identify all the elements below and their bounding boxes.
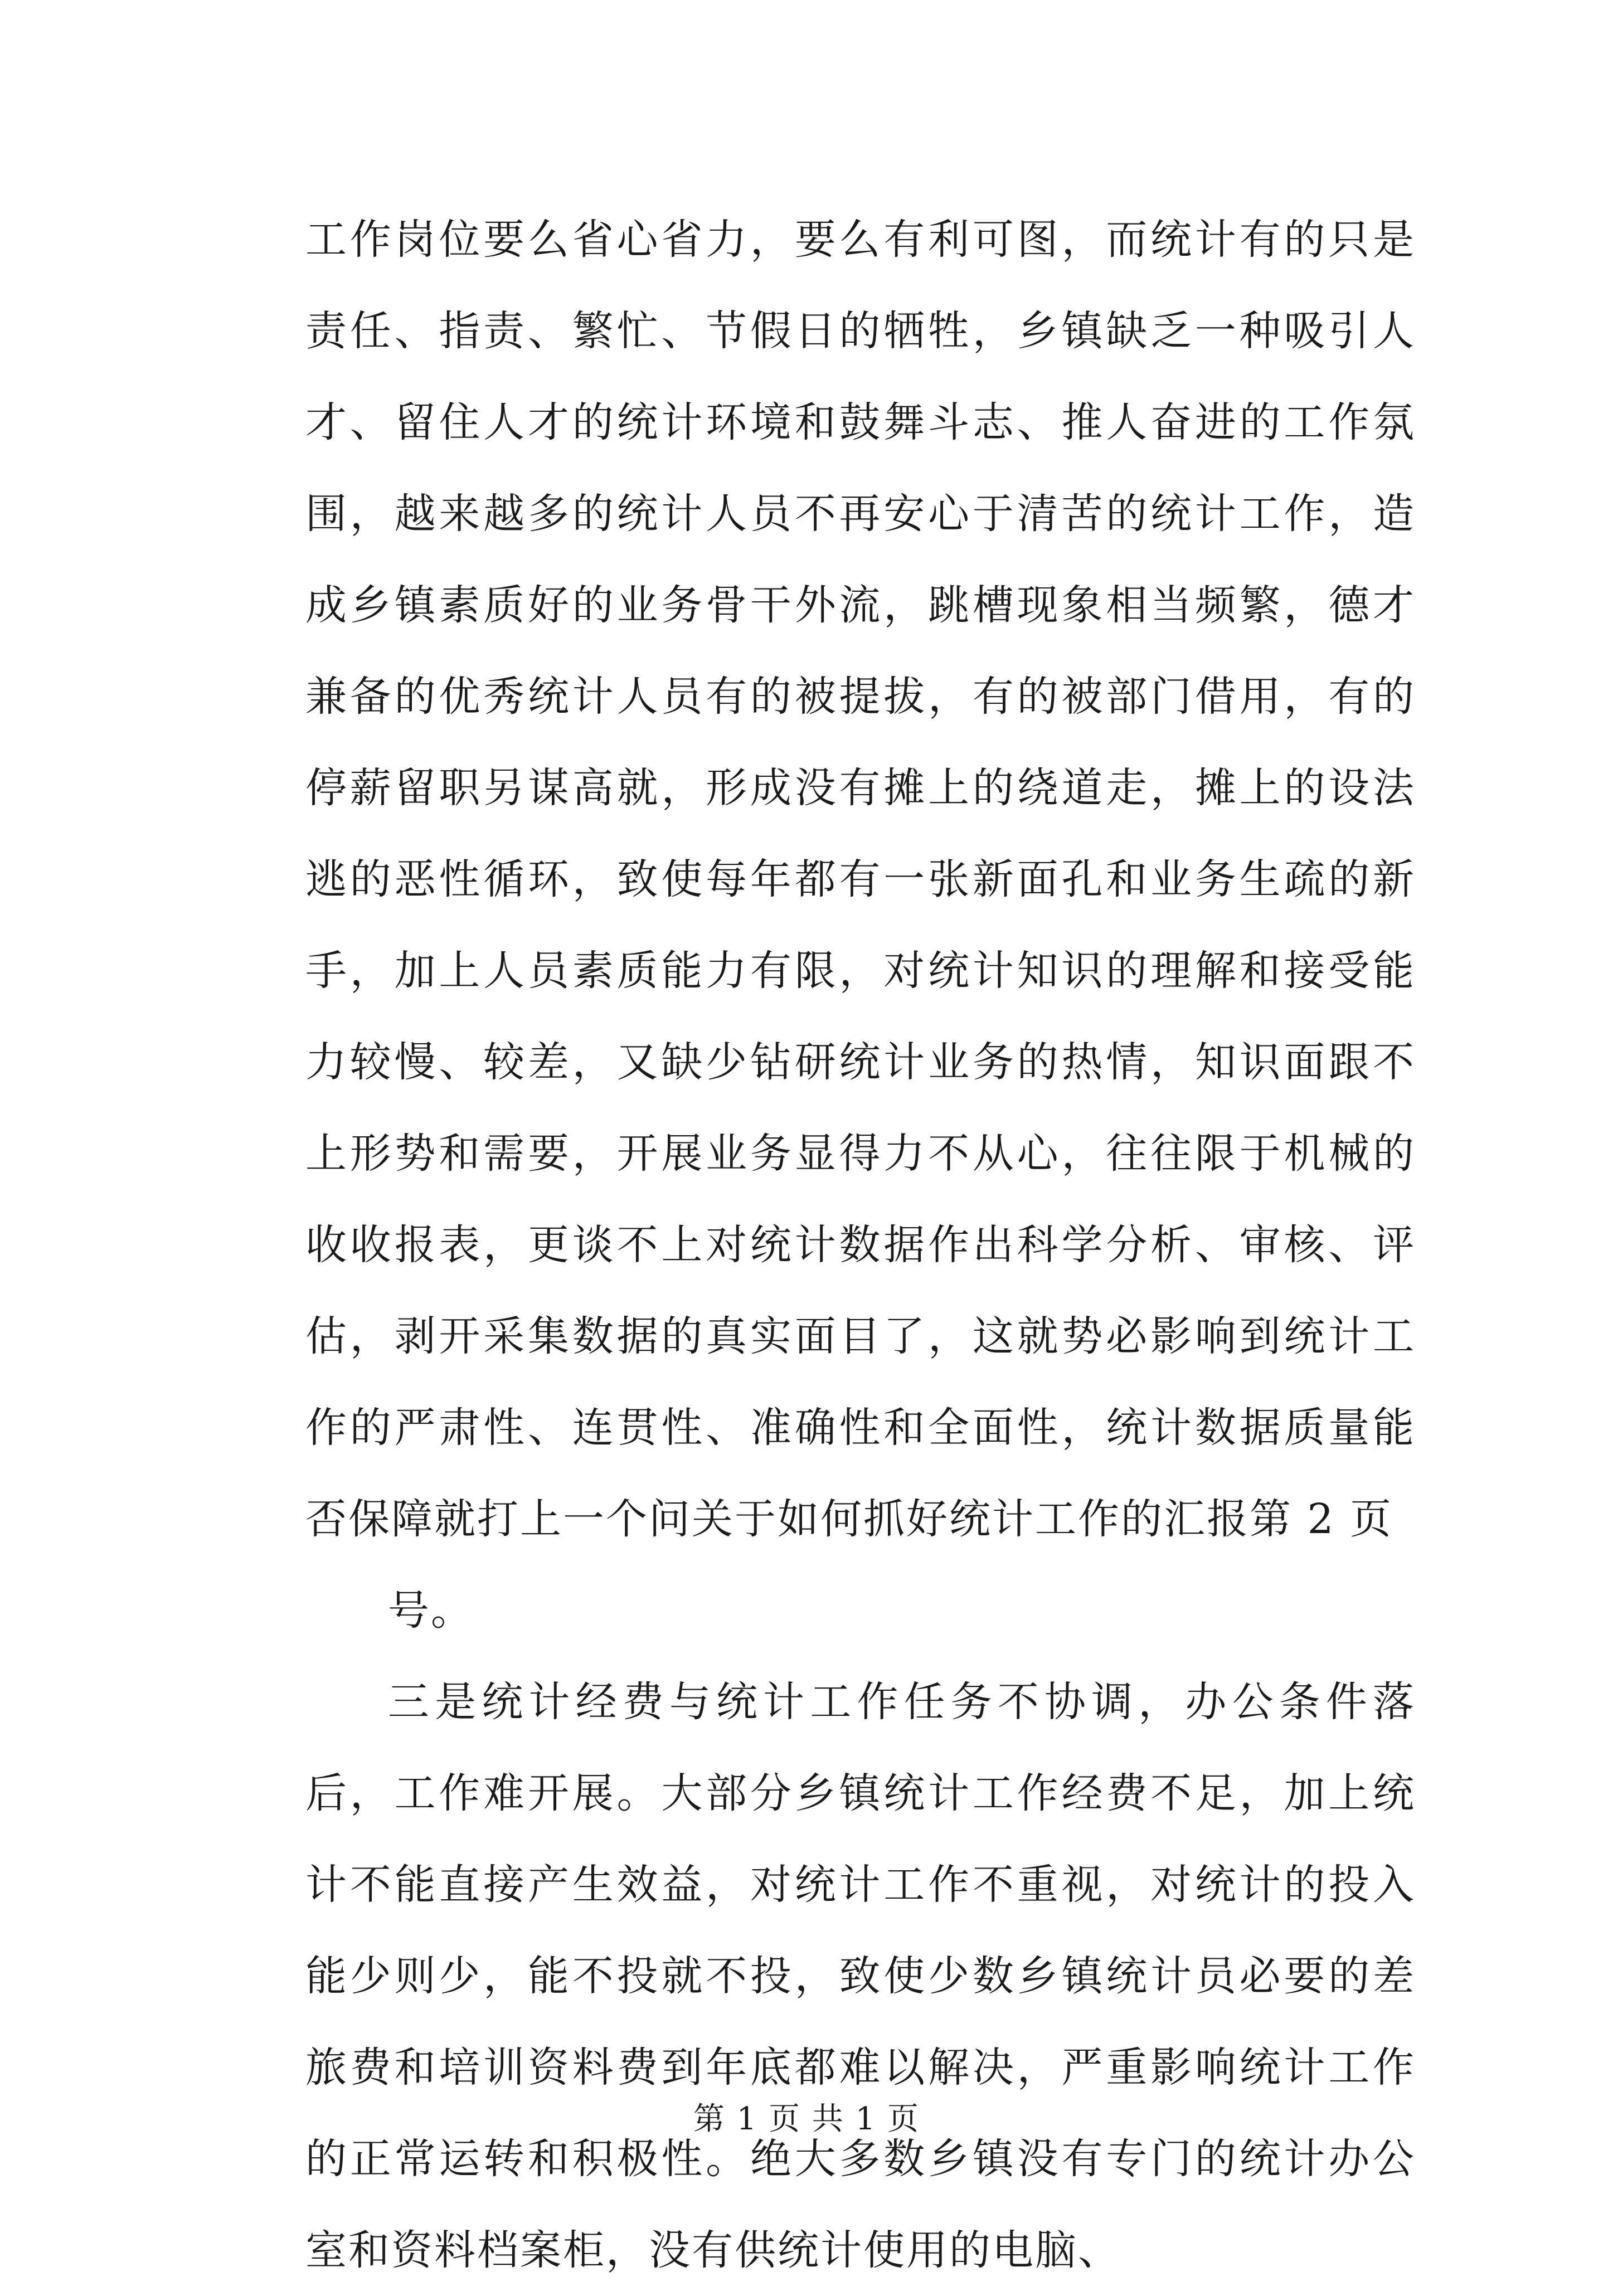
paragraph-1: 工作岗位要么省心省力，要么有利可图，而统计有的只是责任、指责、繁忙、节假日的牺牲，乡镇缺乏一种吸引人才、留住人才的统计环境和鼓舞斗志、推人奋进的工作氛围，越来越多的统计人员不再安心于清苦的统计工作，造成乡镇素质好的业务骨干外流，跳槽现象相当频繁，德才兼备的优秀统计人员有的被提拔，有的被部门借用，有的停薪留职另谋高就，形成没有摊上的绕道走，摊上的设法逃的恶性循环，致使每年都有一张新面孔和业务生疏的新手，加上人员素质能力有限，对统计知识的理解和接受能力较慢、较差，又缺少钻研统计业务的热情，知识面跟不上形势和需要，开展业务显得力不从心，往往限于机械的收收报表，更谈不上对统计数据作出科学分析、审核、评估，剥开采集数据的真实面目了，这就势必影响到统计工作的严肃性、连贯性、准确性和全面性，统计数据质量能否保障就打上一个问关于如何抓好统计工作的汇报第 2 页 <box>305 216 1416 1543</box>
document-body <box>305 194 1416 2296</box>
page-footer: 第 1 页 共 1 页 <box>693 2101 920 2137</box>
paragraph-3: 三是统计经费与统计工作任务不协调，办公条件落后，工作难开展。大部分乡镇统计工作经费不足，加上统计不能直接产生效益，对统计工作不重视，对统计的投入能少则少，能不投就不投，致使少数乡镇统计员必要的差旅费和培训资料费到年底都难以解决，严重影响统计工作的正常运转和积极性。绝大多数乡镇没有专门的统计办公室和资料档案柜，没有供统计使用的电脑、 <box>305 1678 1416 2274</box>
paragraph-2: 号。 <box>388 1587 474 1635</box>
